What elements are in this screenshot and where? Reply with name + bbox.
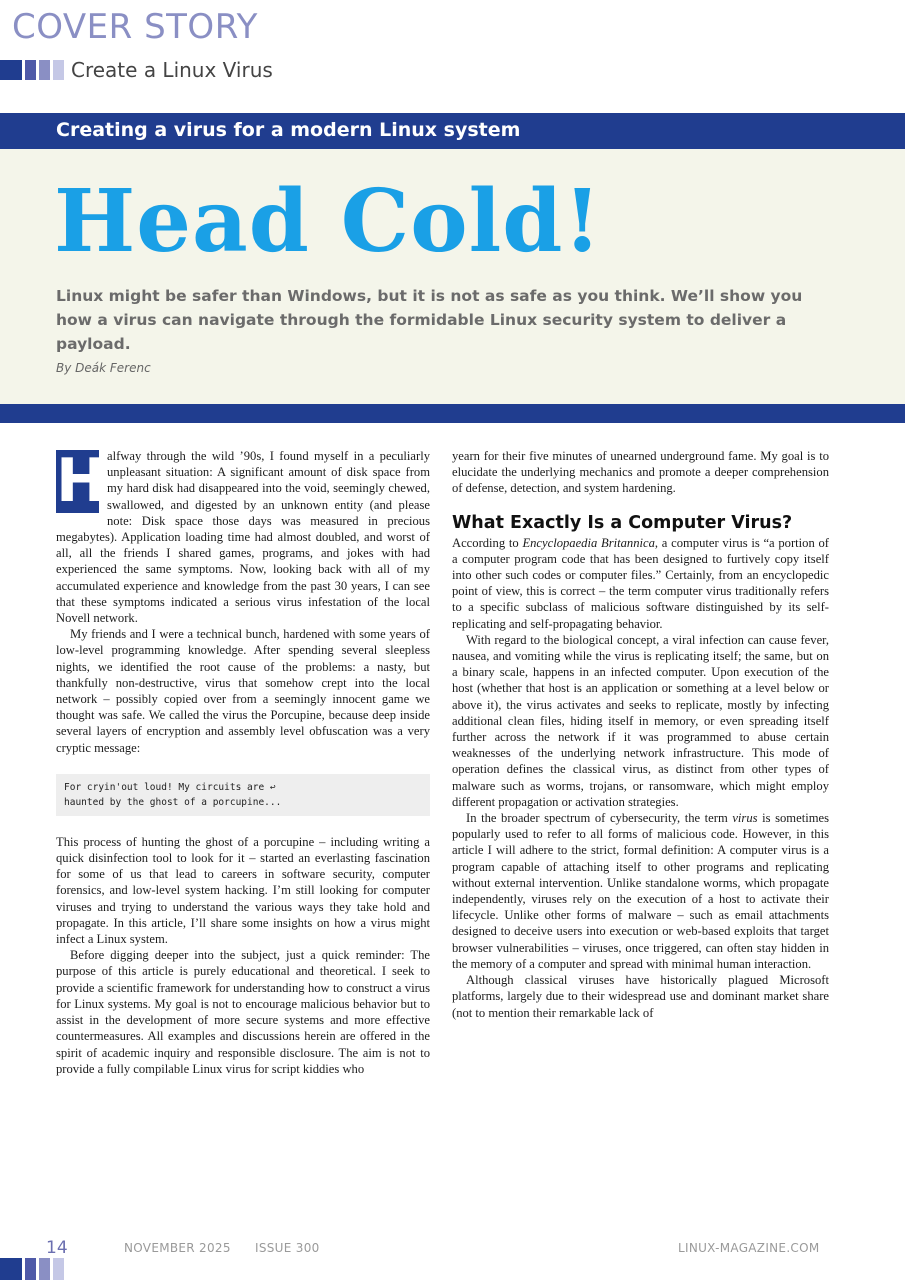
square-decoration-icon (25, 60, 36, 80)
paragraph-3: This process of hunting the ghost of a porcupine – including writing a quick disinfection tool to look for it – started an everlasting fascination for some of us that lead to careers in software security, computer forensics, and low-level system hacking. I’m still looking for computer viruses and trying to understand the various ways they take hold and propagate. In this article, I’ll share some insights on how a virus might infect a Linux system. (56, 834, 430, 947)
hero-panel (0, 149, 905, 404)
paragraph-4: Before digging deeper into the subject, just a quick reminder: The purpose of this article is purely educational and theoretical. I seek to provide a scientific framework for understanding how to construct a virus for Linux systems. My goal is not to encourage malicious behavior but to assist in the development of more secure systems and more effective countermeasures. All examples and discussions herein are offered in the spirit of academic inquiry and responsible disclosure. The aim is not to provide a fully compilable Linux virus for script kiddies who (56, 948, 430, 1076)
column-right (452, 448, 829, 1021)
paragraph-9: Although classical viruses have historically plagued Microsoft platforms, largely due to their widespread use and dominant market share (not to mention their remarkable lack of (452, 973, 829, 1020)
section-heading: What Exactly Is a Computer Virus? (452, 512, 793, 533)
issue-date: NOVEMBER 2025 (124, 1241, 231, 1255)
square-decoration-icon (53, 1258, 64, 1280)
headline: Head Cold! (54, 171, 603, 272)
hero-divider (0, 404, 905, 423)
code-block: For cryin'out loud! My circuits are ↩ haunted by the ghost of a porcupine... (56, 774, 430, 816)
footer-squares (0, 1258, 67, 1280)
square-decoration-icon (0, 60, 22, 80)
square-decoration-icon (39, 60, 50, 80)
paragraph-8 (452, 810, 829, 972)
section-title: COVER STORY (12, 7, 258, 47)
paragraph-6-text-end: , a computer virus is “a portion of a computer program code that has been designed to furtively copy itself into other such codes or computer files.” Certainly, from an encyclopedic point of view, this is correct – the term computer virus traditionally refers to a specific subclass of malicious software distinguished by its self-replicating and self-propagating behavior. (452, 535, 829, 631)
series-subtitle: Create a Linux Virus (71, 58, 273, 82)
subtitle-row (0, 58, 273, 82)
deck: Linux might be safer than Windows, but it is not as safe as you think. We’ll show you how a virus can navigate through the formidable Linux security system to deliver a payload. (56, 287, 803, 353)
paragraph-5: yearn for their five minutes of unearned underground fame. My goal is to elucidate the underlying mechanics and promote a deeper comprehension of defense, detection, and system hardening. (452, 449, 829, 496)
paragraph-6 (452, 535, 829, 632)
paragraph-8-text-end: is sometimes popularly used to refer to all forms of malicious code. However, in this article I will adhere to the strict, formal definition: A computer virus is a program capable of attaching itself to other programs and replicating without external intervention. Unlike standalone worms, which propagate independently, viruses rely on the execution of a host to activate their lifecycle. Unlike other forms of malware – such as email attachments designed to deceive users into execution or web-based exploits that target browser vulnerabilities – viruses, once triggered, can often stay hidden in the memory of a computer and spread with minimal human interaction. (452, 811, 829, 971)
square-decoration-icon (0, 1258, 22, 1280)
issue-number: ISSUE 300 (255, 1241, 320, 1255)
paragraph-7: With regard to the biological concept, a viral infection can cause fever, nausea, and vomiting while the virus is replicating itself; the same, but on a binary scale, happens in an infected computer. Upon execution of the host (whether that host is an application or something at a level below or above it), the virus activates and seeks to replicate, mostly by infecting additional clean files, hiding itself in memory, or even spreading itself further across the network if it was programmed to abuse certain weaknesses of the underlying network infrastructure. This mode of operation defines the classical virus, as distinct from other types of malware such as worms, trojans, or ransomware, which might employ different propagation or activation strategies. (452, 632, 829, 809)
kicker: Creating a virus for a modern Linux system (56, 119, 521, 141)
page-number: 14 (46, 1238, 68, 1258)
term-virus: virus (732, 811, 758, 826)
square-decoration-icon (53, 60, 64, 80)
site-url: LINUX-MAGAZINE.COM (678, 1241, 820, 1255)
paragraph-1-text: alfway through the wild ’90s, I found myself in a peculiarly unpleasant situation: A significant amount of disk space from my hard disk had disappeared into the void, seemingly chewed, swallowed, and digested by an unknown entity (and please note: Disk space those days was measured in precious megabytes). Application loading time had almost doubled, and worst of all, all the friends I shared games, programs, and jokes with had experienced the same symptoms. Now, looking back with all of my accumulated experience and knowledge from the past 30 years, I can see that these symptoms indicated a serious virus infestation of the local Novell network. (56, 449, 430, 626)
byline: By Deák Ferenc (56, 361, 151, 375)
kicker-banner (0, 113, 905, 149)
citation-title: Encyclopaedia Britannica (522, 535, 655, 550)
column-left (56, 448, 430, 1077)
square-decoration-icon (39, 1258, 50, 1280)
paragraph-8-text: In the broader spectrum of cybersecurity, the term (466, 811, 733, 826)
square-decoration-icon (25, 1258, 36, 1280)
paragraph-1 (56, 448, 430, 626)
paragraph-2: My friends and I were a technical bunch, hardened with some years of low-level programming knowledge. After spending several sleepless nights, we identified the root cause of the problems: a nasty, but thankfully non-destructive, virus that somehow crept into the local network – possibly copied over from a seemingly innocent game we thought was safe. We called the virus the Porcupine, because deep inside several layers of encryption and assembly level obfuscation was a very cryptic message: (56, 627, 430, 755)
drop-cap: H (56, 446, 107, 516)
paragraph-6-text: According to (452, 535, 523, 550)
